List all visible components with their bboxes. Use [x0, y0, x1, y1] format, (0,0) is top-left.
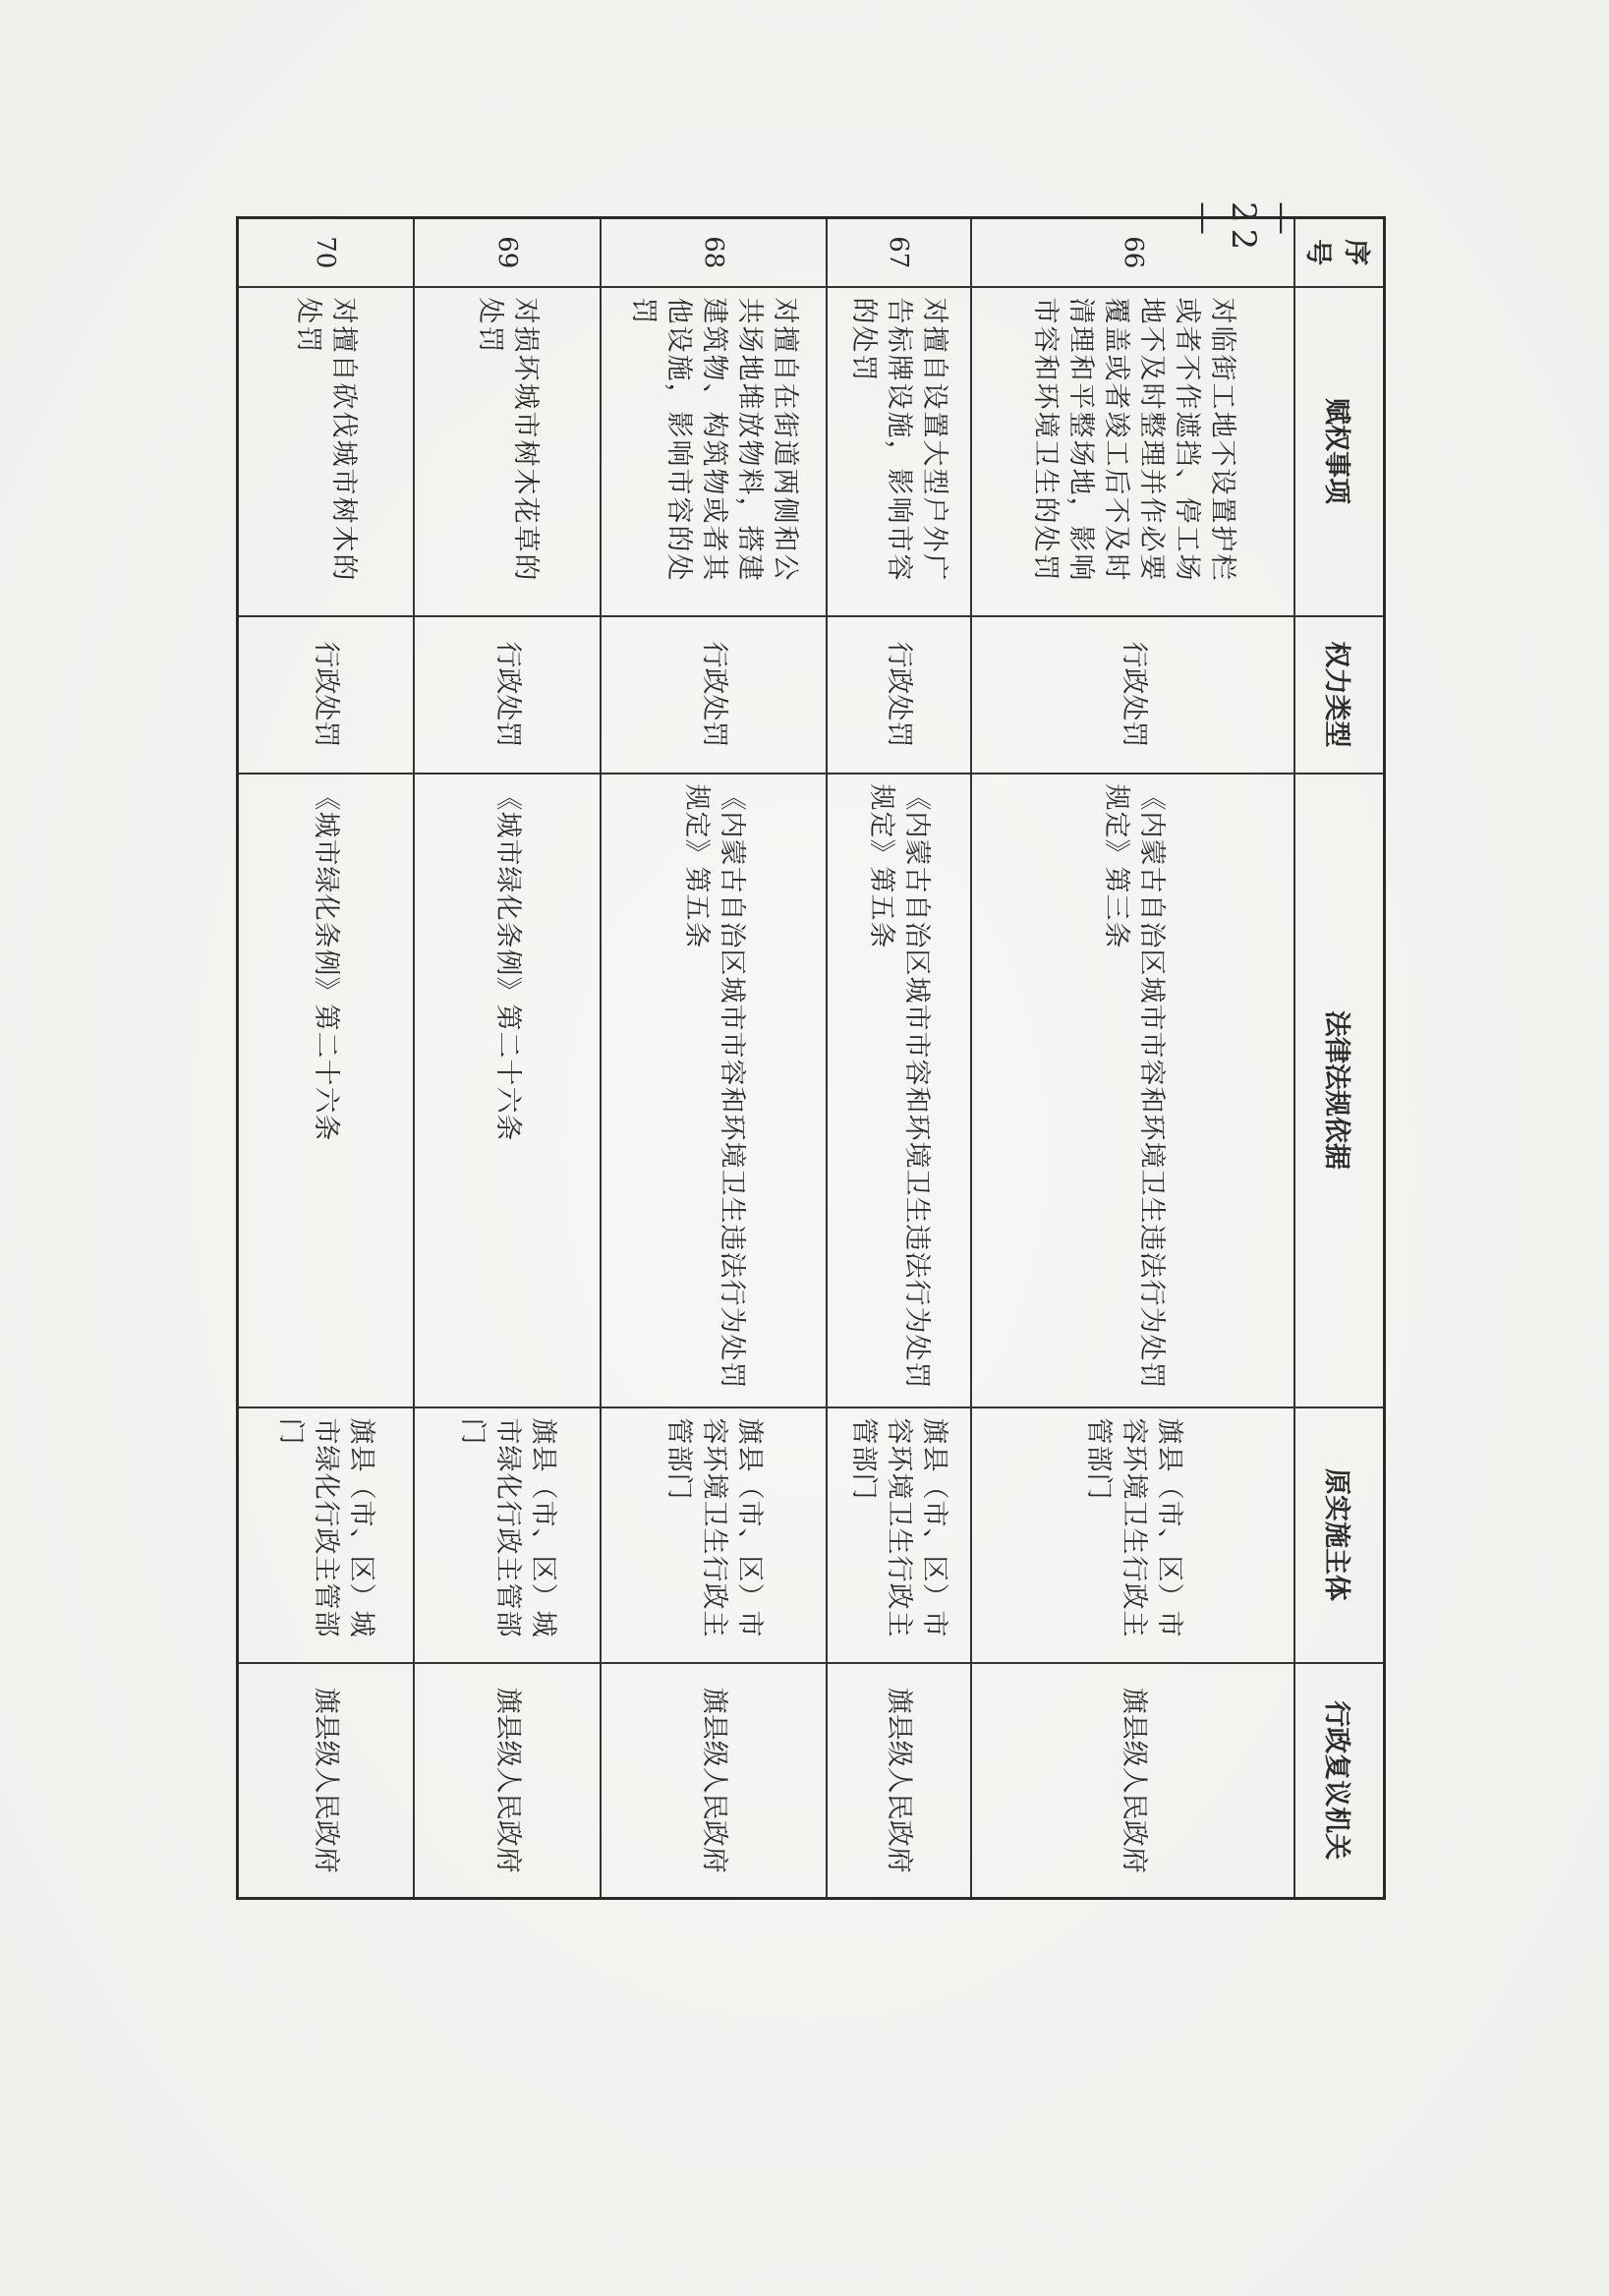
table-row [827, 218, 972, 1899]
cell-seq: 69 [414, 218, 601, 287]
authority-table-container [236, 216, 1386, 1897]
cell-seq: 66 [971, 218, 1294, 287]
table-row [238, 218, 414, 1899]
cell-type: 行政处罚 [238, 616, 414, 774]
table-row [414, 218, 601, 1899]
authority-table [236, 216, 1386, 1900]
cell-basis: 《城市绿化条例》第二十六条 [238, 774, 414, 1407]
cell-matter: 对临街工地不设置护栏或者不作遮挡、停工场地不及时整理并作必要覆盖或者竣工后不及时清理和平整场地，影响市容和环境卫生的处罚 [971, 287, 1294, 616]
cell-basis: 《内蒙古自治区城市市容和环境卫生违法行为处罚规定》第五条 [827, 774, 972, 1407]
cell-seq: 68 [601, 218, 827, 287]
cell-org: 旗县（市、区）城市绿化行政主管部门 [238, 1407, 414, 1663]
header-type: 权力类型 [1294, 616, 1384, 774]
cell-basis: 《内蒙古自治区城市市容和环境卫生违法行为处罚规定》第三条 [971, 774, 1294, 1407]
cell-matter: 对损坏城市树木花草的处罚 [414, 287, 601, 616]
cell-type: 行政处罚 [414, 616, 601, 774]
header-review: 行政复议机关 [1294, 1663, 1384, 1899]
cell-matter: 对擅自设置大型户外广告标牌设施，影响市容的处罚 [827, 287, 972, 616]
table-row [971, 218, 1294, 1899]
cell-basis: 《内蒙古自治区城市市容和环境卫生违法行为处罚规定》第五条 [601, 774, 827, 1407]
cell-org: 旗县（市、区）市容环境卫生行政主管部门 [827, 1407, 972, 1663]
header-org: 原实施主体 [1294, 1407, 1384, 1663]
cell-seq: 70 [238, 218, 414, 287]
cell-org: 旗县（市、区）城市绿化行政主管部门 [414, 1407, 601, 1663]
cell-basis: 《城市绿化条例》第二十六条 [414, 774, 601, 1407]
cell-seq: 67 [827, 218, 972, 287]
cell-type: 行政处罚 [601, 616, 827, 774]
cell-review: 旗县级人民政府 [827, 1663, 972, 1899]
header-seq: 序号 [1294, 218, 1384, 287]
cell-type: 行政处罚 [971, 616, 1294, 774]
table-row [601, 218, 827, 1899]
cell-type: 行政处罚 [827, 616, 972, 774]
cell-review: 旗县级人民政府 [414, 1663, 601, 1899]
header-basis: 法律法规依据 [1294, 774, 1384, 1407]
page-number: — 22 — [1184, 201, 1302, 257]
header-matter: 赋权事项 [1294, 287, 1384, 616]
cell-org: 旗县（市、区）市容环境卫生行政主管部门 [971, 1407, 1294, 1663]
cell-org: 旗县（市、区）市容环境卫生行政主管部门 [601, 1407, 827, 1663]
cell-review: 旗县级人民政府 [601, 1663, 827, 1899]
table-header-row [1294, 218, 1384, 1899]
cell-review: 旗县级人民政府 [238, 1663, 414, 1899]
cell-matter: 对擅自砍伐城市树木的处罚 [238, 287, 414, 616]
cell-review: 旗县级人民政府 [971, 1663, 1294, 1899]
cell-matter: 对擅自在街道两侧和公共场地堆放物料，搭建建筑物、构筑物或者其他设施，影响市容的处罚 [601, 287, 827, 616]
